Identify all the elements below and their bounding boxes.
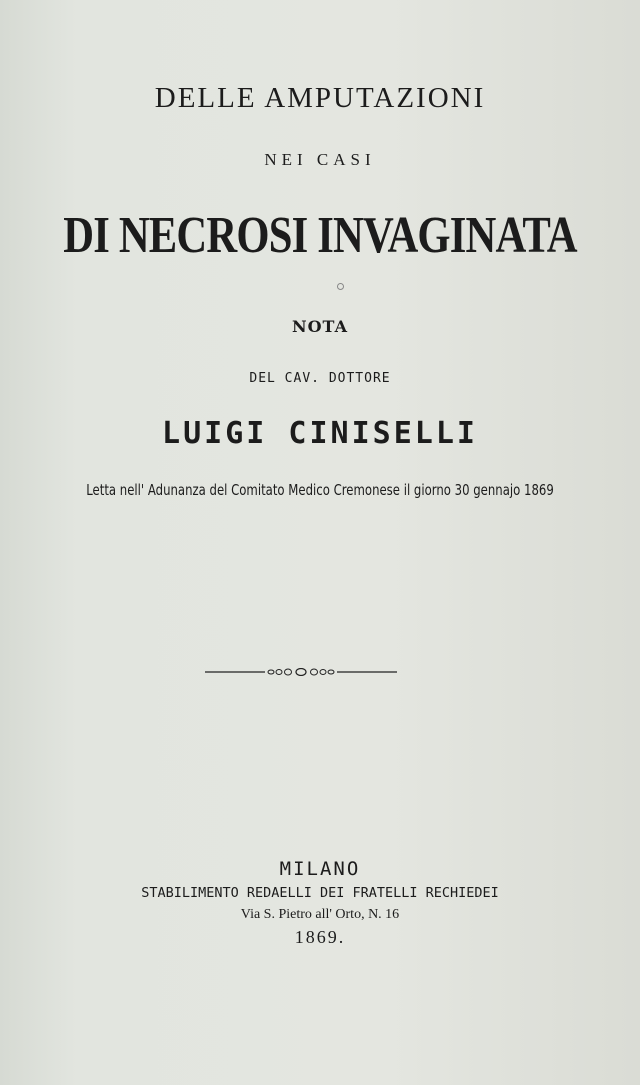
reading-note: Letta nell' Adunanza del Comitato Medico Cremonese il giorno 30 gennajo 1869: [86, 481, 554, 499]
imprint-address: Via S. Pietro all' Orto, N. 16: [240, 907, 400, 922]
imprint-publisher: STABILIMENTO REDAELLI DEI FRATELLI RECHIEDEI: [141, 885, 499, 901]
ornamental-rule: [205, 668, 397, 676]
title-line-2: NEI CASI: [264, 150, 376, 169]
author-name: LUIGI CINISELLI: [162, 416, 478, 451]
title-line-1: DELLE AMPUTAZIONI: [154, 82, 486, 114]
imprint-city: MILANO: [279, 858, 361, 880]
imprint-year: 1869.: [294, 927, 346, 947]
author-prefix: DEL CAV. DOTTORE: [249, 371, 391, 386]
ink-speck: [337, 283, 344, 290]
title-line-3: DI NECROSI INVAGINATA: [63, 207, 577, 264]
nota-heading: NOTA: [291, 317, 348, 336]
